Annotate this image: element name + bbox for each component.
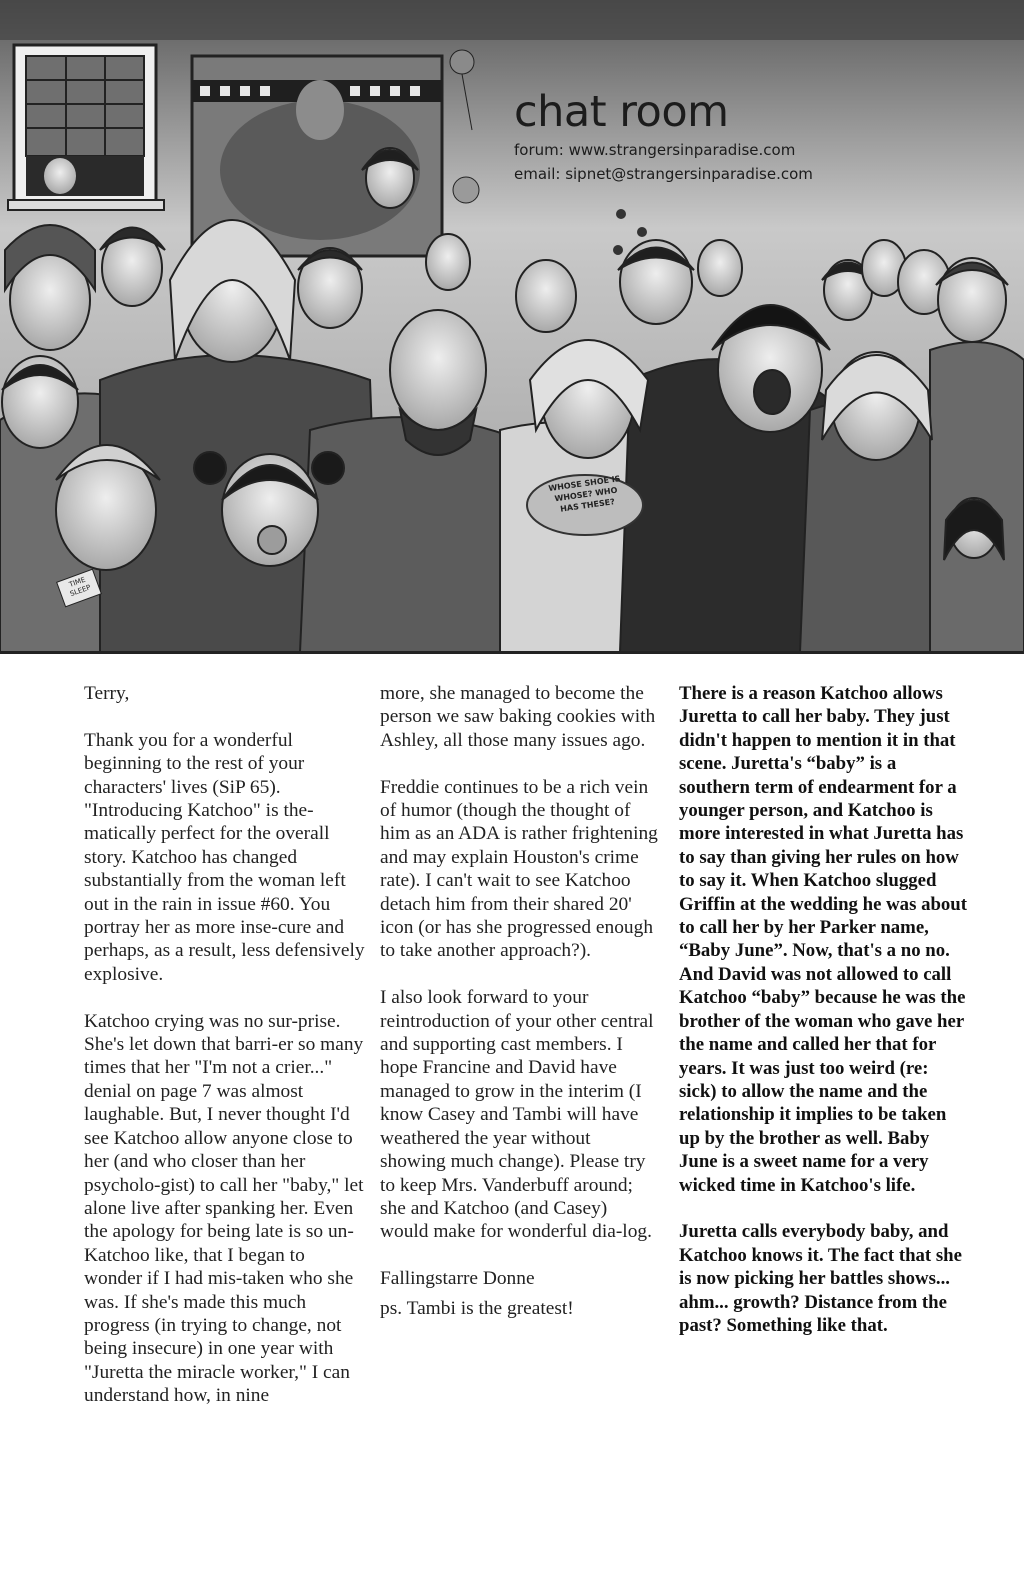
masthead — [514, 86, 813, 186]
letter-paragraph: Thank you for a wonderful beginning to the rest of your characters' lives (SiP 65). "Introducing Katchoo" is the-matically perfect for the overall story. Katchoo has changed substantially from the woman left out in the rain in issue #60. You portray her as more inse-cure and perhaps, as a result, less defensively explosive. — [84, 729, 365, 985]
badge-text: TIME SLEEP — [68, 575, 92, 599]
letter-paragraph: more, she managed to become the person we saw baking cookies with Ashley, all those many issues ago. — [380, 683, 656, 751]
letter-signature: Fallingstarre Donne — [380, 1268, 535, 1290]
header-illustration — [0, 0, 1024, 654]
email-address: email: sipnet@strangersinparadise.com — [514, 165, 813, 183]
window-illustration — [8, 45, 164, 210]
letter-paragraph: Katchoo crying was no sur-prise. She's let down that barri-er so many times that her "I'm not a crier..." denial on page 7 was almost laughable. But, I never thought I'd see Katchoo allow anyone close to her (and who closer than her psycholo-gist) to call her "baby," let alone live after spanking her. Even the apology for being late is so un-Katchoo like, that I began to wonder if I had mis-taken who she was. If she's made this much progress (in trying to change, not being insecure) in one year with "Juretta the miracle worker," I can understand how, in nine — [84, 1010, 364, 1407]
letter-column-1 — [84, 682, 366, 1431]
letter-postscript: ps. Tambi is the greatest! — [380, 1297, 574, 1319]
reply-paragraph: There is a reason Katchoo allows Juretta to call her baby. They just didn't happen to mention it in that scene. Juretta's “baby” is a southern term of endearment for a younger person, and Katchoo is more interested in what Juretta has to say than giving her rules on how to say it. When Katchoo slugged Griffin at the wedding he was about to call her by her Parker name, “Baby June”. Now, that's a no no. And David was not allowed to call Katchoo “baby” because he was the brother of the woman who gave her the name and called her that for years. It was just too weird (re: sick) to allow the name and the relationship it implies to be taken up by the brother as well. Baby June is a sweet name for a very wicked time in Katchoo's life. — [679, 683, 968, 1196]
crowd-illustration — [0, 0, 1024, 652]
reply-paragraph: Juretta calls everybody baby, and Katchoo knows it. The fact that she is now picking her battles shows... ahm... growth? Distance from the past? Something like that. — [679, 1221, 962, 1336]
forum-url: forum: www.strangersinparadise.com — [514, 141, 796, 159]
letter-paragraph: Freddie continues to be a rich vein of humor (though the thought of him as an ADA is rather frightening and may explain Houston's crime rate). I can't wait to see Katchoo detach him from their shared 20' icon (or has she progressed enough to take another approach?). — [380, 776, 658, 962]
letter-salutation: Terry, — [84, 683, 130, 704]
page-title: chat room — [514, 87, 729, 137]
letter-column-2 — [380, 682, 658, 1343]
shirt-text: WHOSE SHOE IS WHOSE? WHO HAS THESE? — [547, 474, 622, 514]
editor-reply-column — [679, 682, 969, 1361]
letter-paragraph: I also look forward to your reintroduction of your other central and supporting cast members. I hope Francine and David have managed to grow in the interim (I know Casey and Tambi will have weathered the year without showing much change). Please try to keep Mrs. Vanderbuff around; she and Katchoo (and Casey) would make for wonderful dia-log. — [380, 987, 654, 1243]
